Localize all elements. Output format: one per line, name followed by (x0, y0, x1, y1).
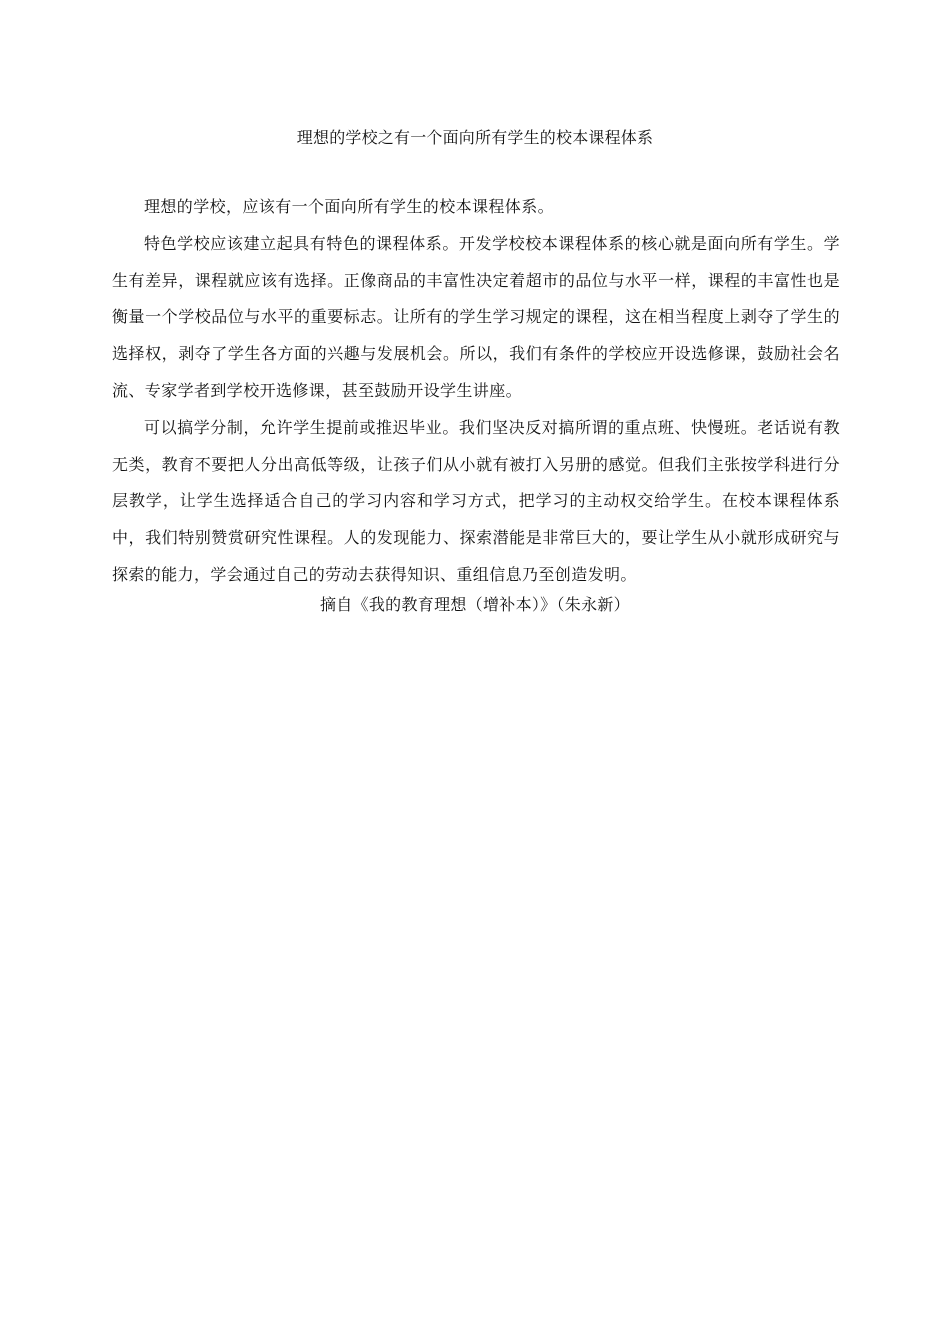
paragraph-1: 理想的学校，应该有一个面向所有学生的校本课程体系。 (144, 197, 555, 216)
paragraph-2: 特色学校应该建立起具有特色的课程体系。开发学校校本课程体系的核心就是面向所有学生。学生有差异，课程就应该有选择。正像商品的丰富性决定着超市的品位与水平一样，课程的丰富性也是衡量一个学校品位与水平的重要标志。让所有的学生学习规定的课程，这在相当程度上剥夺了学生的选择权，剥夺了学生各方面的兴趣与发展机会。所以，我们有条件的学校应开设选修课，鼓励社会名流、专家学者到学校开选修课，甚至鼓励开设学生讲座。 (112, 233, 840, 400)
paragraph-3: 可以搞学分制，允许学生提前或推迟毕业。我们坚决反对搞所谓的重点班、快慢班。老话说有教无类，教育不要把人分出高低等级，让孩子们从小就有被打入另册的感觉。但我们主张按学科进行分层教学，让学生选择适合自己的学习内容和学习方式，把学习的主动权交给学生。在校本课程体系中，我们特别赞赏研究性课程。人的发现能力、探索潜能是非常巨大的，要让学生从小就形成研究与探索的能力，学会通过自己的劳动去获得知识、重组信息乃至创造发明。 (112, 417, 840, 584)
document-title: 理想的学校之有一个面向所有学生的校本课程体系 (296, 128, 654, 147)
source-citation: 摘自《我的教育理想（增补本）》（朱永新） (319, 595, 630, 614)
document-body (112, 189, 840, 594)
